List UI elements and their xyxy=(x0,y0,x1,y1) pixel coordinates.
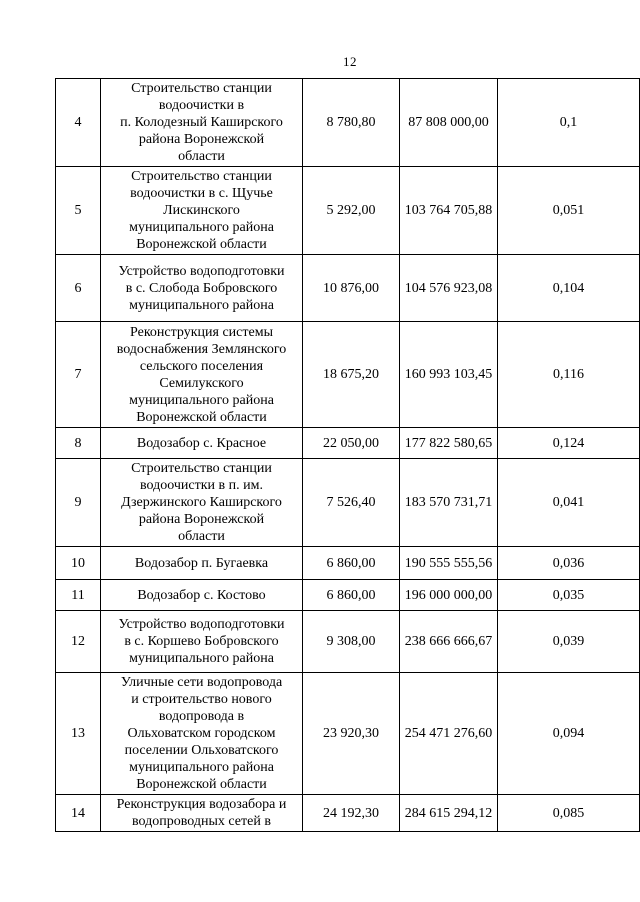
object-name: Реконструкция водозабора и водопроводных сетей в xyxy=(101,795,303,832)
object-name: Устройство водоподготовки в с. Слобода Бобровского муниципального района xyxy=(101,255,303,322)
table-row xyxy=(56,79,640,167)
data-table xyxy=(55,78,640,832)
area-value: 18 675,20 xyxy=(303,322,400,428)
table-row xyxy=(56,580,640,611)
area-value: 24 192,30 xyxy=(303,795,400,832)
table-row xyxy=(56,167,640,255)
cost-value: 238 666 666,67 xyxy=(400,611,498,673)
ratio-value: 0,036 xyxy=(498,547,640,580)
cost-value: 284 615 294,12 xyxy=(400,795,498,832)
row-number: 10 xyxy=(56,547,101,580)
table-row xyxy=(56,459,640,547)
row-number: 5 xyxy=(56,167,101,255)
row-number: 6 xyxy=(56,255,101,322)
table-row xyxy=(56,322,640,428)
object-name: Реконструкция системы водоснабжения Землянского сельского поселения Семилукского муниципального района Воронежской области xyxy=(101,322,303,428)
table-row xyxy=(56,795,640,832)
ratio-value: 0,124 xyxy=(498,428,640,459)
object-name: Строительство станции водоочистки в п. им. Дзержинского Каширского района Воронежской области xyxy=(101,459,303,547)
table-row xyxy=(56,255,640,322)
row-number: 13 xyxy=(56,673,101,795)
cost-value: 183 570 731,71 xyxy=(400,459,498,547)
row-number: 8 xyxy=(56,428,101,459)
cost-value: 104 576 923,08 xyxy=(400,255,498,322)
row-number: 14 xyxy=(56,795,101,832)
row-number: 4 xyxy=(56,79,101,167)
cost-value: 254 471 276,60 xyxy=(400,673,498,795)
table-row xyxy=(56,547,640,580)
area-value: 23 920,30 xyxy=(303,673,400,795)
ratio-value: 0,085 xyxy=(498,795,640,832)
ratio-value: 0,035 xyxy=(498,580,640,611)
object-name: Строительство станции водоочистки в п. Колодезный Каширского района Воронежской области xyxy=(101,79,303,167)
object-name: Водозабор п. Бугаевка xyxy=(101,547,303,580)
cost-value: 87 808 000,00 xyxy=(400,79,498,167)
cost-value: 190 555 555,56 xyxy=(400,547,498,580)
ratio-value: 0,094 xyxy=(498,673,640,795)
ratio-value: 0,051 xyxy=(498,167,640,255)
cost-value: 160 993 103,45 xyxy=(400,322,498,428)
ratio-value: 0,1 xyxy=(498,79,640,167)
ratio-value: 0,104 xyxy=(498,255,640,322)
object-name: Строительство станции водоочистки в с. Щучье Лискинского муниципального района Воронежской области xyxy=(101,167,303,255)
cost-value: 177 822 580,65 xyxy=(400,428,498,459)
area-value: 6 860,00 xyxy=(303,547,400,580)
area-value: 7 526,40 xyxy=(303,459,400,547)
page-number: 12 xyxy=(343,54,357,69)
cost-value: 103 764 705,88 xyxy=(400,167,498,255)
ratio-value: 0,116 xyxy=(498,322,640,428)
area-value: 8 780,80 xyxy=(303,79,400,167)
table-row xyxy=(56,611,640,673)
object-name: Устройство водоподготовки в с. Коршево Бобровского муниципального района xyxy=(101,611,303,673)
area-value: 10 876,00 xyxy=(303,255,400,322)
cost-value: 196 000 000,00 xyxy=(400,580,498,611)
object-name: Уличные сети водопровода и строительство нового водопровода в Ольховатском городском поселении Ольховатского муниципального района Воронежской области xyxy=(101,673,303,795)
area-value: 6 860,00 xyxy=(303,580,400,611)
area-value: 5 292,00 xyxy=(303,167,400,255)
ratio-value: 0,039 xyxy=(498,611,640,673)
row-number: 7 xyxy=(56,322,101,428)
area-value: 22 050,00 xyxy=(303,428,400,459)
table-row xyxy=(56,428,640,459)
object-name: Водозабор с. Костово xyxy=(101,580,303,611)
ratio-value: 0,041 xyxy=(498,459,640,547)
row-number: 9 xyxy=(56,459,101,547)
area-value: 9 308,00 xyxy=(303,611,400,673)
row-number: 12 xyxy=(56,611,101,673)
table-row xyxy=(56,673,640,795)
object-name: Водозабор с. Красное xyxy=(101,428,303,459)
row-number: 11 xyxy=(56,580,101,611)
